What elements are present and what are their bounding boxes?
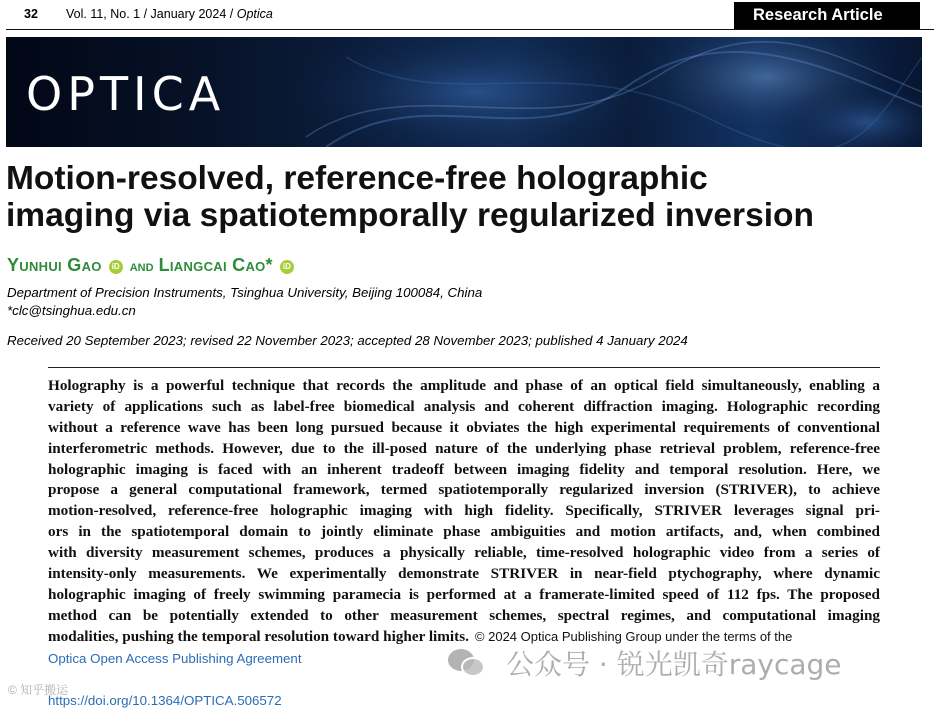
doi-link[interactable]: https://doi.org/10.1364/OPTICA.506572 [48,693,282,708]
journal-volume-info [66,7,273,21]
article-title [6,160,926,234]
abstract-line: holographic imaging is faced with an inherent tradeoff between imaging fidelity and temporal resolution. Here, we [48,460,880,478]
page-number: 32 [24,7,38,21]
corner-watermark: © 知乎搬运 [8,683,69,697]
abstract-line: method can be potentially extended to other measurement schemes, spectral regimes, and computational imaging [48,606,880,624]
journal-banner [6,37,922,147]
watermark-text: 公众号 · 锐光凯奇raycage [506,648,842,681]
optica-logo: OPTICA [26,67,226,121]
abstract-line: holographic imaging of freely swimming paramecia is performed at a framerate-limited speed of 112 fps. The proposed [48,585,880,603]
abstract-line: ors in the spatiotemporal domain to jointly eliminate phase ambiguities and motion artifacts, and, when combined [48,523,880,541]
author-name[interactable]: Liangcai Cao* [158,255,273,275]
corresponding-email[interactable]: *clc@tsinghua.edu.cn [7,303,136,318]
affiliation: Department of Precision Instruments, Tsinghua University, Beijing 100084, China [7,285,483,300]
journal-volume-text: Vol. 11, No. 1 / January 2024 / [66,7,237,21]
abstract-line: with diversity measurement schemes, produces a physically reliable, time-resolved holographic video from a series of [48,544,880,562]
author-name[interactable]: Yunhui Gao [7,255,102,275]
abstract-line: Holography is a powerful technique that records the amplitude and phase of an optical field simultaneously, enabling a [48,377,880,394]
abstract-line: propose a general computational framework, termed spatiotemporally regularized inversion (STRIVER), to achieve [48,481,880,499]
abstract-line: modalities, pushing the temporal resolution toward higher limits. [48,627,469,645]
title-line-1: Motion-resolved, reference-free holographic [6,160,708,197]
journal-name: Optica [236,7,273,21]
article-type-badge: Research Article [734,2,920,29]
abstract-line: without a reference wave has been long pursued because it obviates the high experimental requirements of conventional [48,418,880,436]
abstract-line: variety of applications such as label-free biomedical analysis and coherent diffraction imaging. Holographic recording [48,397,880,415]
abstract-line: motion-resolved, reference-free holographic imaging with high fidelity. Specifically, STRIVER leverages signal pri- [48,502,880,520]
journal-header [0,0,942,30]
abstract-line: intensity-only measurements. We experimentally demonstrate STRIVER in near-field ptychography, where dynamic [48,565,880,583]
open-access-agreement-link[interactable]: Optica Open Access Publishing Agreement [48,651,302,666]
orcid-icon[interactable]: iD [280,260,294,274]
header-rule [6,29,934,30]
wechat-icon [448,647,488,679]
wechat-watermark [448,643,842,683]
author-connector: and [129,258,154,275]
author-list [7,255,296,276]
publication-history: Received 20 September 2023; revised 22 November 2023; accepted 28 November 2023; published 4 January 2024 [7,333,688,348]
copyright-notice: © 2024 Optica Publishing Group under the terms of the [474,628,793,644]
abstract [48,376,880,648]
orcid-icon[interactable]: iD [109,260,123,274]
abstract-divider [48,367,880,368]
abstract-line: interferometric methods. However, due to the ill-posed nature of the underlying phase retrieval problem, reference-free [48,439,880,457]
title-line-2: imaging via spatiotemporally regularized inversion [6,197,814,234]
